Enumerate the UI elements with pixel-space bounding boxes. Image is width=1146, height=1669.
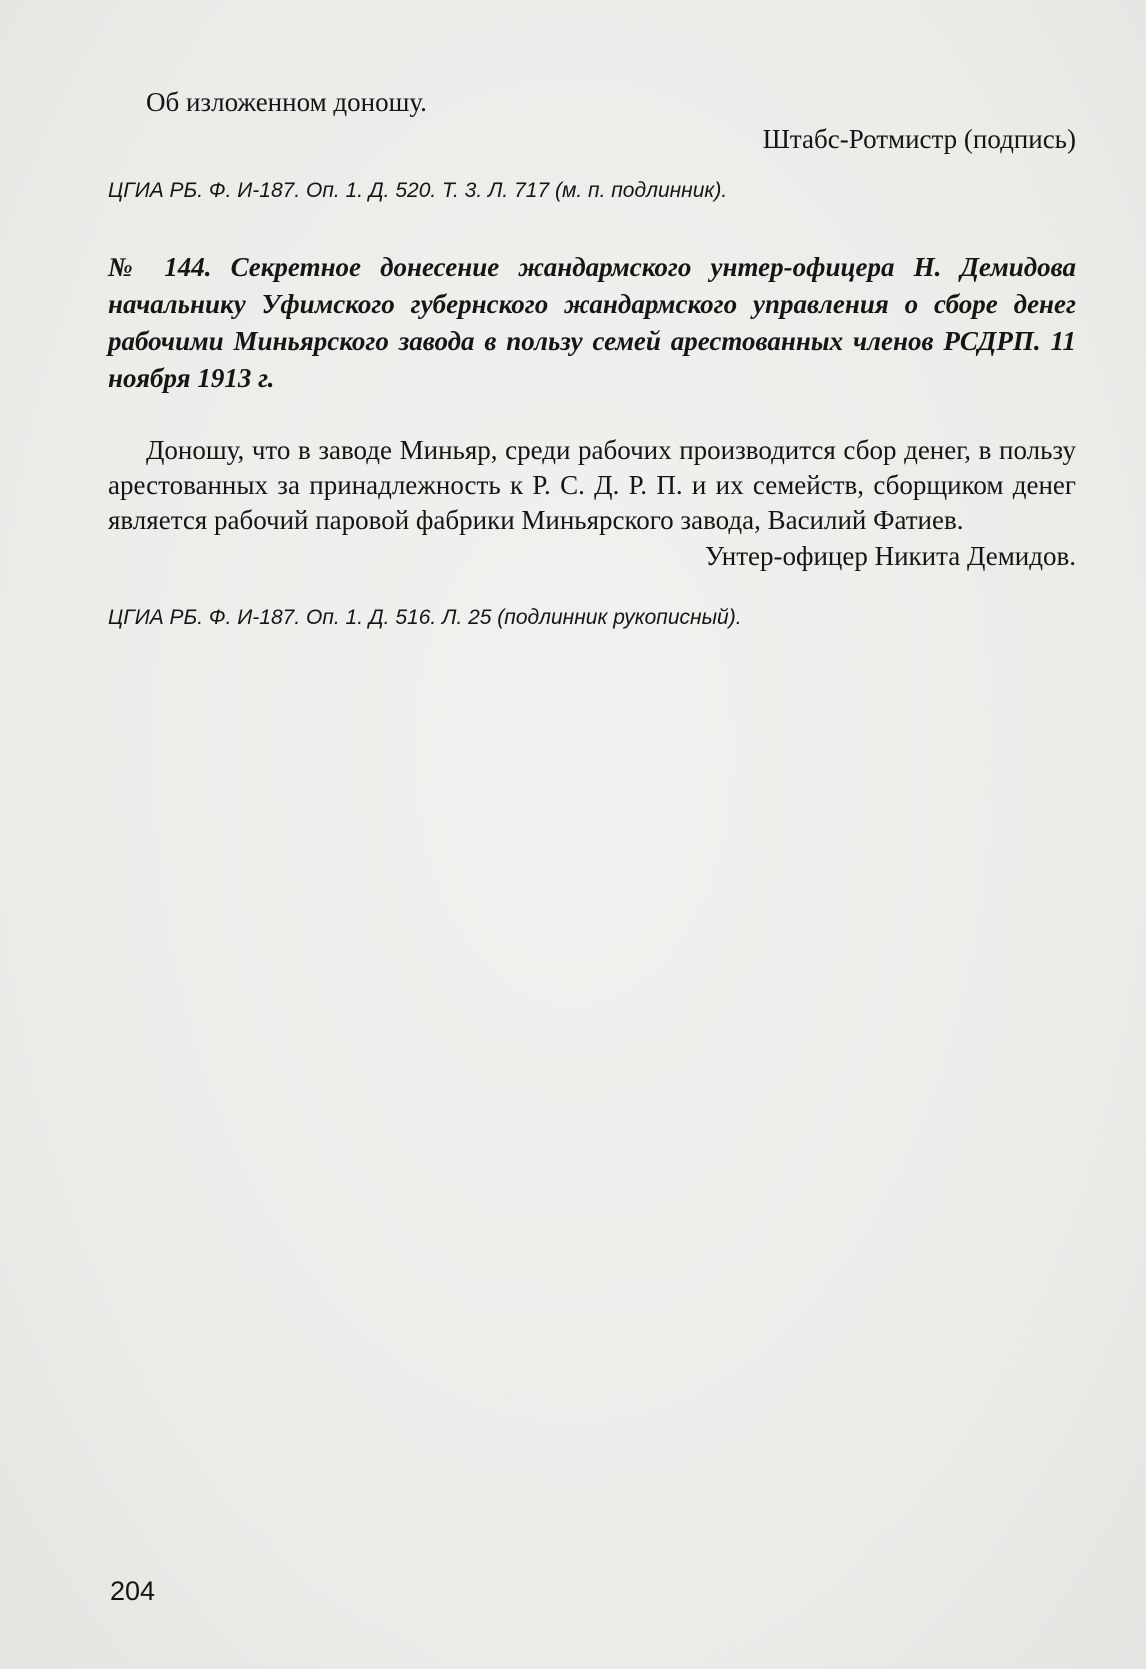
- body-signature: Унтер-офицер Никита Демидов.: [705, 541, 1076, 571]
- archive-source-2: ЦГИА РБ. Ф. И-187. Оп. 1. Д. 516. Л. 25 (подлинник рукописный).: [108, 606, 742, 629]
- page-number: 204: [110, 1576, 156, 1606]
- document-heading: № 144. Секретное донесение жандармского унтер-офицера Н. Демидова начальнику Уфимского губернского жандармского управления о сборе денег рабочими Миньярского завода в пользу семей арестованных членов РСДРП. 11 ноября 1913 г.: [108, 252, 1076, 393]
- closing-signature: Штабс-Ротмистр (подпись): [762, 124, 1076, 154]
- page-content: [108, 84, 1076, 632]
- archive-source-1: ЦГИА РБ. Ф. И-187. Оп. 1. Д. 520. Т. 3. Л. 717 (м. п. подлинник).: [108, 179, 728, 202]
- closing-line: Об изложенном доношу.: [146, 87, 427, 117]
- document-body: Доношу, что в заводе Миньяр, среди рабочих производится сбор денег, в пользу арестованных за принадлежность к Р. С. Д. Р. П. и их семейств, сборщиком денег является рабочий паровой фабрики Миньярского завода, Василий Фатиев.: [108, 435, 1076, 535]
